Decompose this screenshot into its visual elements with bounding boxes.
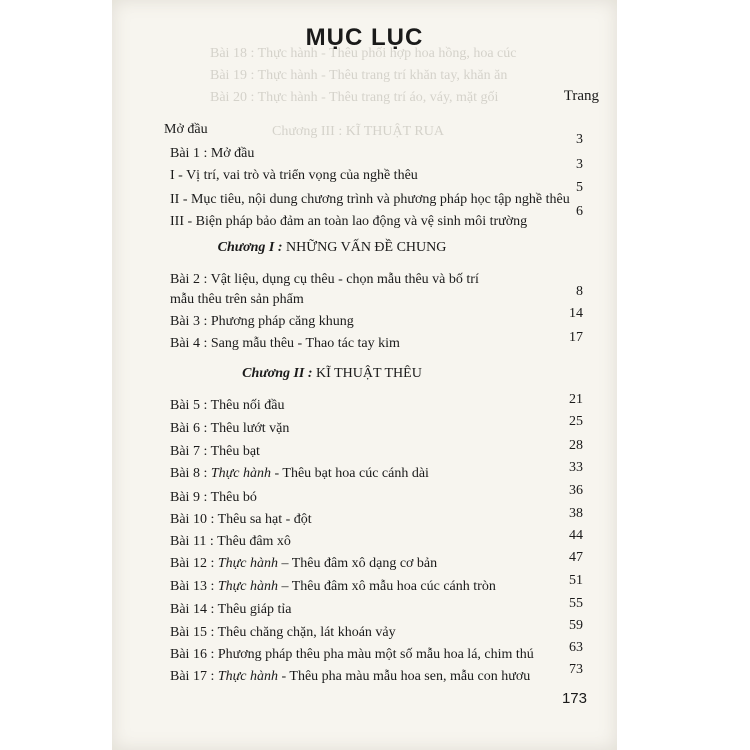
toc-entry (170, 669, 550, 685)
lesson-title: Thêu nối đầu (210, 398, 285, 413)
toc-page: 14 (569, 306, 583, 321)
toc-entry: Bài 4 : Sang mẫu thêu - Thao tác tay kim (170, 336, 400, 351)
toc-entry: II - Mục tiêu, nội dung chương trình và phương pháp học tập nghề thêu (170, 192, 570, 207)
toc-entry (170, 556, 550, 572)
lesson-number: Bài 13 : (170, 579, 218, 594)
toc-page: 36 (569, 483, 583, 498)
lesson-title: Thêu giáp tỉa (217, 602, 292, 617)
lesson-number: Bài 9 : (170, 490, 211, 505)
toc-page: 33 (569, 460, 583, 475)
lesson-title: Thêu bó (210, 490, 257, 505)
toc-page: 38 (569, 506, 583, 521)
chapter-prefix: Chương I : (217, 240, 283, 255)
chapter-prefix: Chương II : (242, 366, 313, 381)
toc-entry (170, 512, 550, 528)
bleed-through-text: Bài 20 : Thực hành - Thêu trang trí áo, váy, mặt gối (210, 90, 499, 105)
toc-page: 5 (576, 180, 583, 195)
chapter-heading (112, 366, 552, 382)
lesson-title: Thêu lướt vặn (210, 421, 290, 436)
toc-entry (170, 579, 550, 595)
lesson-number: Bài 15 : (170, 625, 218, 640)
bleed-through-text: Bài 18 : Thực hành - Thêu phối hợp hoa hồng, hoa cúc (210, 46, 517, 61)
toc-page: 28 (569, 438, 583, 453)
lesson-title: - Thêu pha màu mẫu hoa sen, mẫu con hươu (277, 669, 531, 684)
lesson-number: Bài 5 : (170, 398, 211, 413)
lesson-number: Bài 8 : (170, 466, 211, 481)
lesson-type: Thực hành (210, 466, 271, 481)
lesson-title: Thêu sa hạt - đột (217, 512, 312, 527)
toc-entry (170, 625, 550, 641)
lesson-title: Thêu bạt (210, 444, 260, 459)
toc-page: 44 (569, 528, 583, 543)
toc-page: 17 (569, 330, 583, 345)
lesson-type: Thực hành (217, 579, 278, 594)
lesson-type: Thực hành (217, 669, 278, 684)
lesson-title: – Thêu đâm xô dạng cơ bản (277, 556, 438, 571)
lesson-type: Thực hành (217, 556, 278, 571)
lesson-number: Bài 14 : (170, 602, 218, 617)
toc-entry (170, 602, 550, 618)
toc-page: 55 (569, 596, 583, 611)
toc-page: 6 (576, 204, 583, 219)
lesson-number: Bài 12 : (170, 556, 218, 571)
lesson-title: Phương pháp thêu pha màu một số mẫu hoa lá, chim thú (217, 647, 534, 662)
toc-page: 59 (569, 618, 583, 633)
toc-entry (170, 444, 550, 460)
lesson-title: - Thêu bạt hoa cúc cánh dài (270, 466, 429, 481)
toc-entry: I - Vị trí, vai trò và triển vọng của nghề thêu (170, 168, 418, 183)
lesson-title: Thêu chăng chặn, lát khoán vảy (217, 625, 396, 640)
toc-page: 51 (569, 573, 583, 588)
lesson-number: Bài 11 : (170, 534, 218, 549)
toc-page: 3 (576, 132, 583, 147)
lesson-number: Bài 6 : (170, 421, 211, 436)
toc-entry: Bài 1 : Mở đầu (170, 146, 255, 161)
toc-entry: III - Biện pháp bảo đảm an toàn lao động và vệ sinh môi trường (170, 214, 528, 229)
toc-entry (170, 421, 550, 437)
toc-page: 8 (576, 284, 583, 299)
lesson-number: Bài 17 : (170, 669, 218, 684)
page-number: 173 (561, 690, 587, 707)
lesson-number: Bài 16 : (170, 647, 218, 662)
bleed-through-text: Chương III : KĨ THUẬT RUA (272, 124, 444, 139)
toc-entry: Bài 3 : Phương pháp căng khung (170, 314, 354, 329)
intro-label: Mở đầu (164, 122, 208, 137)
chapter-title: NHỮNG VẤN ĐỀ CHUNG (286, 240, 447, 255)
lesson-number: Bài 7 : (170, 444, 211, 459)
toc-page: 21 (569, 392, 583, 407)
page-title: MỤC LỤC (305, 24, 424, 51)
toc-entry (170, 398, 550, 414)
toc-entry (170, 466, 550, 482)
toc-page: 63 (569, 640, 583, 655)
toc-page: 3 (576, 157, 583, 172)
toc-entry: Bài 2 : Vật liệu, dụng cụ thêu - chọn mẫu thêu và bố trí mẫu thêu trên sản phẩm (170, 272, 479, 307)
lesson-number: Bài 10 : (170, 512, 218, 527)
bleed-through-text: Bài 19 : Thực hành - Thêu trang trí khăn tay, khăn ăn (210, 68, 508, 83)
toc-entry (170, 534, 550, 550)
lesson-title: – Thêu đâm xô mẫu hoa cúc cánh tròn (277, 579, 496, 594)
chapter-title: KĨ THUẬT THÊU (316, 366, 422, 381)
chapter-heading (112, 240, 552, 256)
toc-page: 25 (569, 414, 583, 429)
toc-entry (170, 647, 550, 663)
lesson-title: Thêu đâm xô (217, 534, 291, 549)
toc-entry (170, 490, 550, 506)
toc-page: 47 (569, 550, 583, 565)
book-page (112, 0, 617, 750)
toc-page: 73 (569, 662, 583, 677)
page-column-label: Trang (563, 88, 599, 104)
